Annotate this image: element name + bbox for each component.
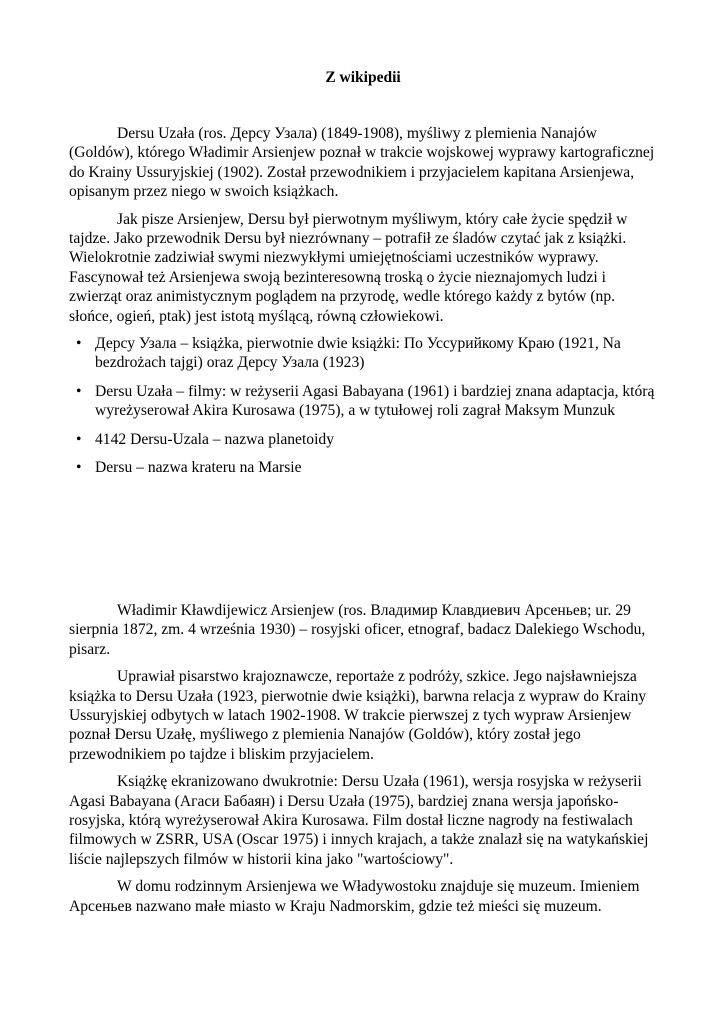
paragraph: Uprawiał pisarstwo krajoznawcze, reportaże z podróży, szkice. Jego najsławniejsza książka to Dersu Uzała (1923, pierwotnie dwie książki), barwna relacja z wypraw do Krainy Ussuryjskiej odbytych w latach 1902-1908. W trakcie pierwszej z tych wypraw Arsienjew poznał Dersu Uzałę, myśliwego z plemienia Nanajów (Goldów), który został jego przewodnikiem po tajdze i bliskim przyjacielem. — [69, 668, 647, 763]
paragraph: Jak pisze Arsienjew, Dersu był pierwotnym myśliwym, który całe życie spędził w tajdze. Jako przewodnik Dersu był niezrównany – potrafił ze śladów czytać jak z książki. Wielokrotnie zadziwiał swymi niezwykłymi umiejętnościami uczestników wyprawy. Fascynował też Arsienjewa swoją bezinteresowną troską o życie nieznajomych ludzi i zwierząt oraz animistycznym poglądem na przyrodę, wedle którego każdy z bytów (np. słońce, ogień, ptak) jest istotą myślącą, równą człowiekowi. — [69, 210, 628, 325]
page-title: Z wikipedii — [325, 69, 401, 86]
section-dersu-uzala — [69, 124, 657, 487]
bullet-icon: • — [76, 382, 82, 400]
list-item-text: Dersu Uzała – filmy: w reżyserii Agasi Babayana (1961) i bardziej znana adaptacja, którą wyreżyserował Akira Kurosawa (1975), a w tytułowej roli zagrał Maksym Munzuk — [95, 382, 655, 420]
list-item-text: Dersu – nazwa krateru na Marsie — [95, 459, 302, 477]
list-item-text: Дерсу Узала – książka, pierwotnie dwie książki: По Уссурийкому Краю (1921, Na bezdrożach tajgi) oraz Дерсу Узала (1923) — [95, 335, 621, 372]
paragraph: Książkę ekranizowano dwukrotnie: Dersu Uzała (1961), wersja rosyjska w reżyserii Agasi Babayana (Агаси Бабаян) i Dersu Uzała (1975), bardziej znana wersja japońsko-rosyjska, którą wyreżyserował Akira Kurosawa. Film dostał liczne nagrody na festiwalach filmowych w ZSRR, USA (Oscar 1975) i innych krajach, a także znalazł się na watykańskiej liście najlepszych filmów w historii kina jako "wartościowy". — [69, 773, 649, 868]
list-item — [76, 458, 657, 477]
paragraph: W domu rodzinnym Arsienjewa we Władywostoku znajduje się muzeum. Imieniem Арсеньев nazwano małe miasto w Kraju Nadmorskim, gdzie też mieści się muzeum. — [69, 878, 640, 915]
paragraph: Władimir Kławdijewicz Arsienjew (ros. Владимир Клавдиевич Арсеньев; ur. 29 sierpnia 1872, zm. 4 września 1930) – rosyjski oficer, etnograf, badacz Dalekiego Wschodu, pisarz. — [69, 602, 646, 658]
bullet-icon: • — [76, 459, 82, 477]
paragraph: Dersu Uzała (ros. Дерсу Узала) (1849-1908), myśliwy z plemienia Nanajów (Goldów), którego Władimir Arsienjew poznał w trakcie wojskowej wyprawy kartograficznej do Krainy Ussuryjskiej (1902). Został przewodnikiem i przyjacielem kapitana Arsienjewa, opisanym przez niego w swoich książkach. — [69, 125, 655, 201]
list-item — [76, 430, 657, 449]
list-item — [76, 334, 657, 373]
bullet-list — [69, 334, 657, 477]
list-item — [76, 382, 657, 421]
section-arsienjew — [69, 601, 657, 916]
bullet-icon: • — [76, 430, 82, 448]
bullet-icon: • — [76, 335, 82, 353]
list-item-text: 4142 Dersu-Uzala – nazwa planetoidy — [95, 430, 335, 448]
